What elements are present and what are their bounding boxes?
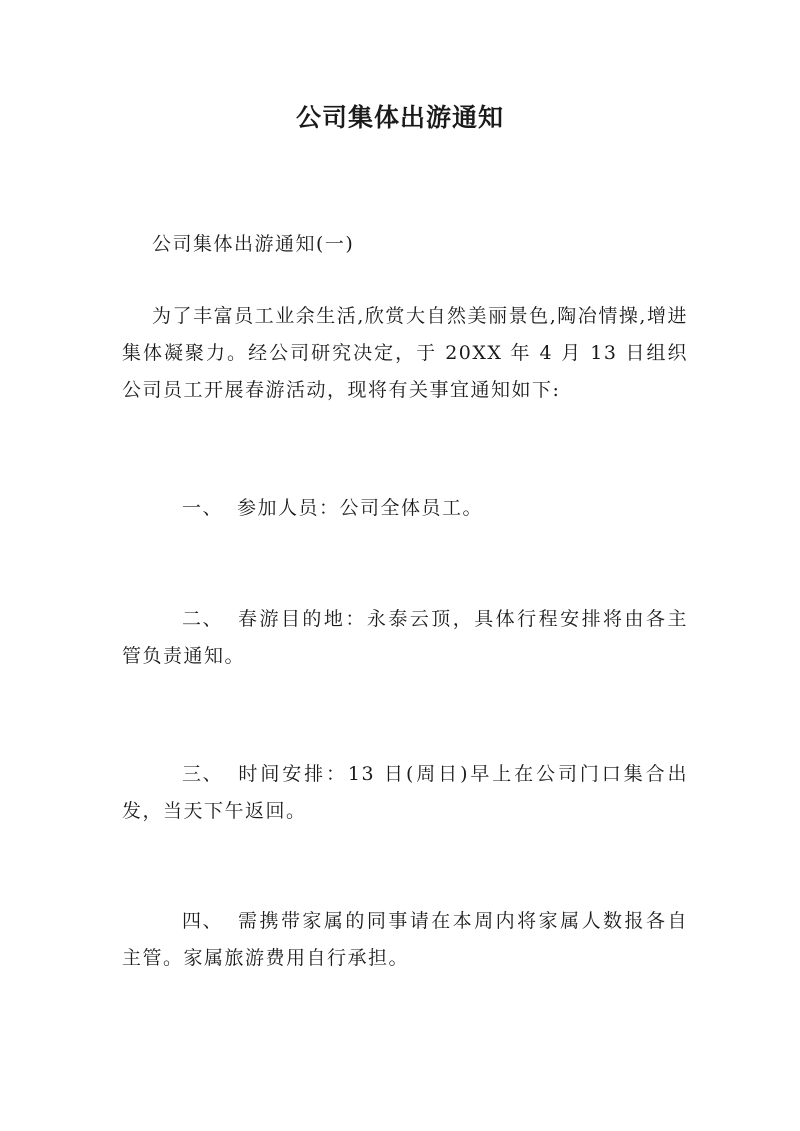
list-item-text: 需携带家属的同事请在本周内将家属人数报各自主管。家属旅游费用自行承担。 (122, 910, 688, 969)
list-item-number: 四、 (182, 910, 224, 932)
section-subtitle: 公司集体出游通知(一) (152, 233, 355, 255)
list-item-number: 一、 (182, 497, 224, 519)
list-item-4 (122, 903, 688, 977)
list-item-text: 春游目的地：永泰云顶，具体行程安排将由各主管负责通知。 (122, 608, 688, 667)
list-item-text: 参加人员：公司全体员工。 (237, 497, 484, 519)
list-item-3 (122, 756, 688, 830)
list-item-2 (122, 601, 688, 675)
list-item-text: 时间安排：13 日(周日)早上在公司门口集合出发，当天下午返回。 (122, 763, 688, 822)
list-item-1 (122, 490, 688, 527)
list-item-number: 二、 (182, 608, 224, 630)
document-title: 公司集体出游通知 (295, 103, 504, 132)
list-item-number: 三、 (182, 763, 224, 785)
intro-paragraph: 为了丰富员工业余生活,欣赏大自然美丽景色,陶冶情操,增进集体凝聚力。经公司研究决定，于 20XX 年 4 月 13 日组织公司员工开展春游活动，现将有关事宜通知如下: (122, 305, 688, 401)
